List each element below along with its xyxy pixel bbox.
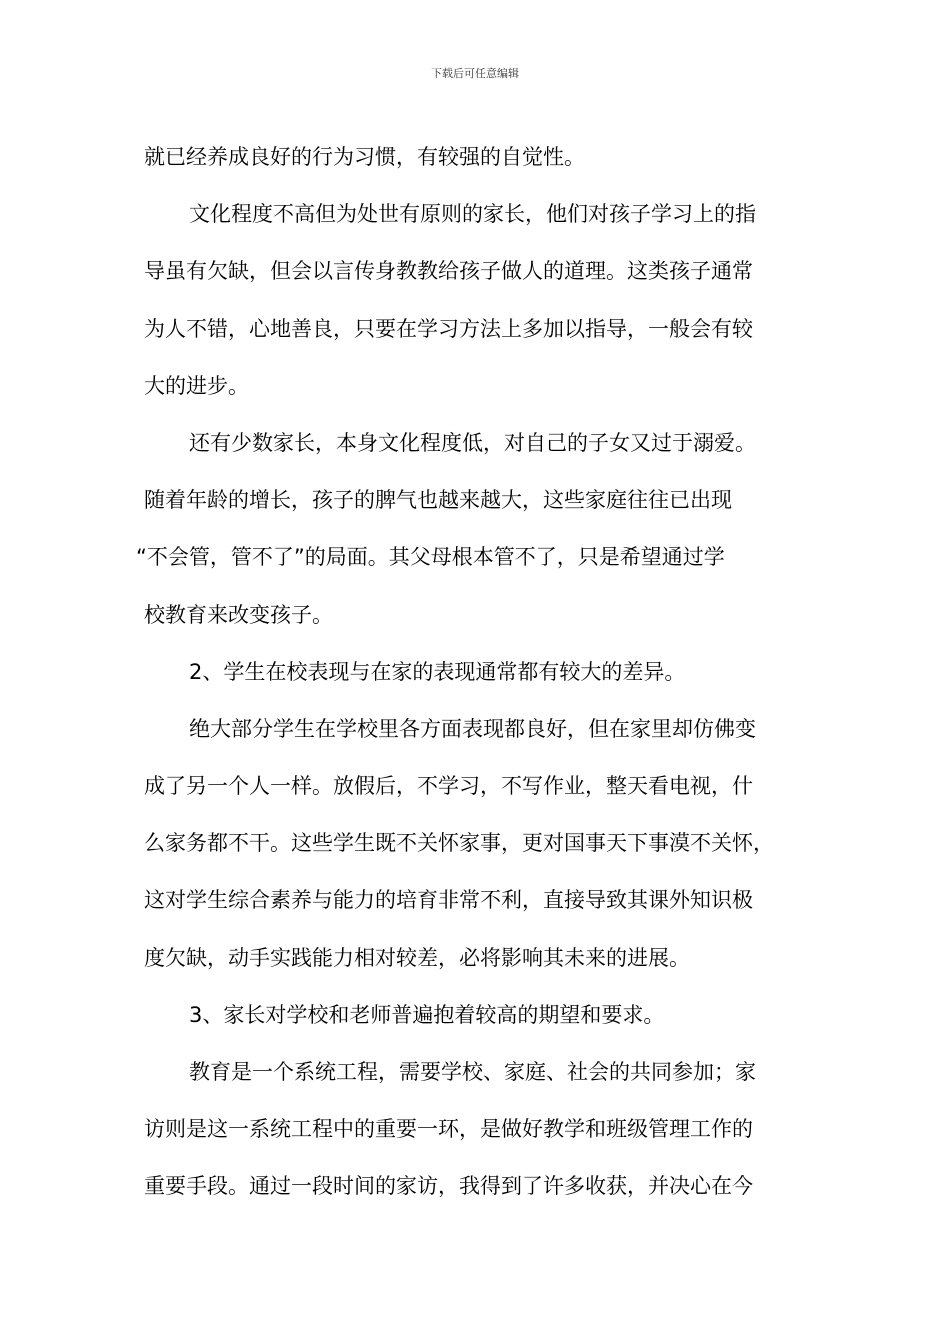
text-line: 随着年龄的增长，孩子的脾气也越来越大，这些家庭往往已出现 [144,488,732,513]
section-heading: 3、家长对学校和老师普遍抱着较高的期望和要求。 [189,1002,665,1027]
text-line: 度欠缺，动手实践能力相对较差，必将影响其未来的进展。 [144,945,690,970]
document-body [136,129,818,1216]
text-line: 访则是这一系统工程中的重要一环，是做好教学和班级管理工作的 [144,1117,753,1142]
text-line: 重要手段。通过一段时间的家访，我得到了许多收获，并决心在今 [144,1174,753,1199]
text-line: 为人不错，心地善良，只要在学习方法上多加以指导，一般会有较 [144,316,753,341]
text-line: 成了另一个人一样。放假后，不学习，不写作业，整天看电视，什 [144,774,753,799]
section-heading: 2、学生在校表现与在家的表现通常都有较大的差异。 [189,659,686,684]
page-header: 下载后可任意编辑 [431,67,519,80]
text-line: 就已经养成良好的行为习惯，有较强的自觉性。 [144,145,585,169]
text-line: 文化程度不高但为处世有原则的家长，他们对孩子学习上的指 [189,202,756,227]
text-line: 这对学生综合素养与能力的培育非常不利，直接导致其课外知识极 [144,888,753,913]
text-line: 大的进步。 [144,373,249,398]
text-line: “不会管，管不了”的局面。其父母根本管不了，只是希望通过学 [136,545,725,570]
text-line: 么家务都不干。这些学生既不关怀家事，更对国事天下事漠不关怀， [144,831,774,856]
text-line: 绝大部分学生在学校里各方面表现都良好，但在家里却仿佛变 [189,716,756,741]
text-line: 校教育来改变孩子。 [144,602,333,627]
text-line: 教育是一个系统工程，需要学校、家庭、社会的共同参加；家 [189,1060,756,1084]
text-line: 导虽有欠缺，但会以言传身教教给孩子做人的道理。这类孩子通常 [144,259,753,284]
text-line: 还有少数家长，本身文化程度低，对自己的子女又过于溺爱。 [189,430,756,455]
